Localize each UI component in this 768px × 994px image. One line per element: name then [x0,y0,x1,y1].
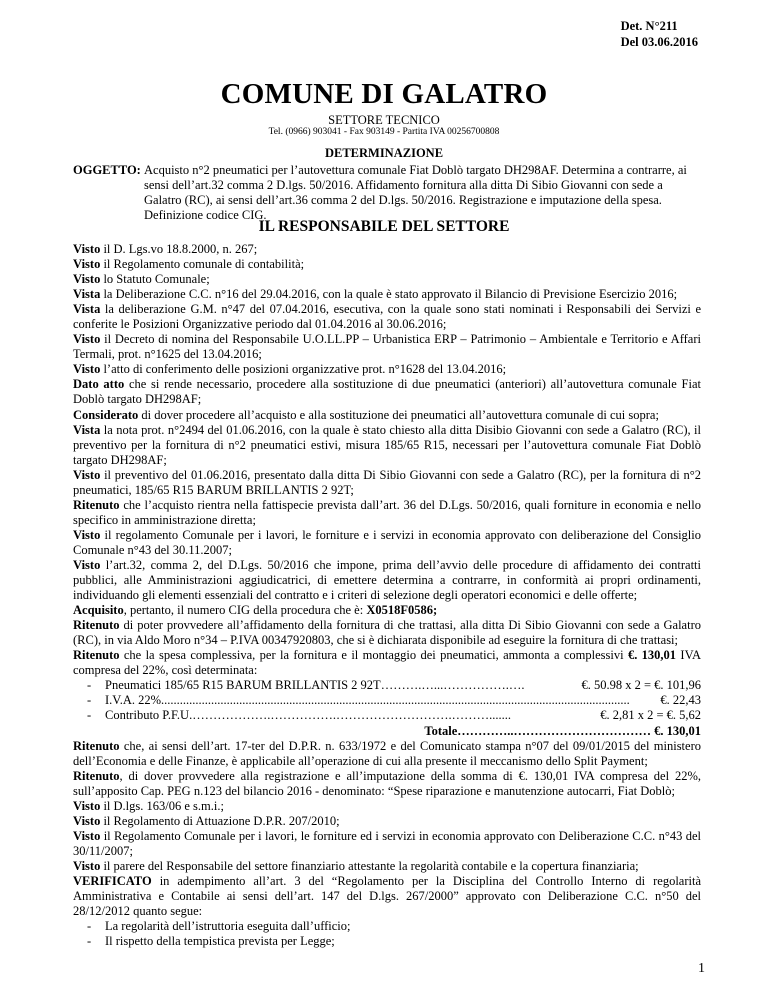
paragraph: Visto il D. Lgs.vo 18.8.2000, n. 267; [73,242,258,256]
paragraph: Ritenuto che l’acquisto rientra nella fattispecie prevista dall’art. 36 del D.Lgs. 50/2016, quali forniture in economia e nello specifico in amministrazione diretta; [73,497,701,527]
cost-line: - I.V.A. 22% ...................................................................................................................................................... €. 22,43 [73,693,701,708]
list-item: - Il rispetto della tempistica prevista per Legge; [73,934,701,949]
det-number: Det. N°211 [620,19,678,33]
cost-line: - Pneumatici 185/65 R15 BARUM BRILLANTIS 2 92T ……….…...…………….…. €. 50.98 x 2 = €. 101,96 [73,678,701,693]
document-body [73,242,701,949]
cost-line: - Contributo P.F.U. ……………….…………….……………………….………....... €. 2,81 x 2 = €. 5,62 [73,708,701,723]
subject-label: OGGETTO: [73,163,141,177]
page-number: 1 [698,961,705,976]
paragraph: Ritenuto, di dover provvedere alla registrazione e all’imputazione della somma di €. 130,01 IVA compresa del 22%, sull’apposito Cap. PEG n.123 del bilancio 2016 - denominato: “Spese riparazione e manutenzione autocarri, Fiat Doblò; [73,768,701,798]
paragraph: Visto il regolamento Comunale per i lavori, le forniture e i servizi in economia approvato con deliberazione del Consiglio Comunale n°43 del 30.11.2007; [73,527,701,557]
paragraph: Vista la nota prot. n°2494 del 01.06.2016, con la quale è stato chiesto alla ditta Disibio Giovanni con sede a Galatro (RC), il preventivo per la fornitura di n°2 pneumatici estivi, misura 185/65 R15, necessari per l’autovettura comunale Fiat Doblò targato DH298AF; [73,422,701,467]
determination-reference [621,18,698,50]
paragraph: Visto il Regolamento Comunale per i lavori, le forniture ed i servizi in economia approvato con Deliberazione C.C. n°43 del 30/11/2007; [73,828,701,858]
paragraph: Ritenuto che, ai sensi dell’art. 17-ter del D.P.R. n. 633/1972 e del Comunicato stampa n°07 del 09/01/2015 del ministero dell’Economia e delle Finanze, è applicabile all’operazione di cui alla presente il meccanismo dello Split Payment; [73,738,701,768]
paragraph: Vista la deliberazione G.M. n°47 del 07.04.2016, esecutiva, con la quale sono stati nominati i Responsabili dei Servizi e conferite le Posizioni Organizzative periodo dal 01.04.2016 al 30.06.2016; [73,302,701,332]
subject-block [73,163,701,223]
paragraph: Visto lo Statuto Comunale; [73,272,210,287]
contact-info: Tel. (0966) 903041 - Fax 903149 - Partita IVA 00256700808 [268,127,500,137]
municipality-title: COMUNE DI GALATRO [220,78,548,110]
paragraph: Acquisito, pertanto, il numero CIG della procedura che è: X0518F0586; [73,603,438,618]
paragraph: Ritenuto che la spesa complessiva, per la fornitura e il montaggio dei pneumatici, ammonta a complessivi €. 130,01 IVA compresa del 22%, così determinata: [73,648,702,678]
paragraph: Considerato di dover procedere all’acquisto e alla sostituzione dei pneumatici all’autovettura comunale di cui sopra; [73,407,659,422]
paragraph: Visto il preventivo del 01.06.2016, presentato dalla ditta Di Sibio Giovanni con sede a Galatro (RC), per la fornitura di n°2 pneumatici, 185/65 R15 BARUM BRILLANTIS 2 92T; [73,467,701,497]
total-amount-inline: €. 130,01 [627,648,677,663]
cig-code: X0518F0586; [366,603,438,618]
list-item: - La regolarità dell’istruttoria eseguita dall’ufficio; [73,919,701,934]
paragraph: VERIFICATO in adempimento all’art. 3 del “Regolamento per la Disciplina del Controllo Interno di regolarità Amministrativa e Contabile ai sensi dell’art. 147 del D.lgs. 267/2000” approvato con Deliberazione C.C. n°50 del 28/12/2012 quanto segue: [73,873,701,919]
paragraph: Dato atto che si rende necessario, procedere alla sostituzione di due pneumatici (anteriori) all’autovettura comunale Fiat Doblò targato DH298AF; [73,377,701,407]
section-title: IL RESPONSABILE DEL SETTORE [258,218,510,235]
paragraph: Visto il D.lgs. 163/06 e s.m.i.; [73,798,224,813]
paragraph: Visto il parere del Responsabile del settore finanziario attestante la regolarità contabile e la copertura finanziaria; [73,858,639,873]
paragraph: Visto il Regolamento comunale di contabilità; [73,257,305,272]
paragraph: Visto l’atto di conferimento delle posizioni organizzative prot. n°1628 del 13.04.2016; [73,362,507,377]
paragraph: Visto l’art.32, comma 2, del D.Lgs. 50/2016 che impone, prima dell’avvio delle procedure di affidamento dei contratti pubblici, alle Amministrazioni aggiudicatrici, di emettere determina a contrarre, in conformità ai propri ordinamenti, individuando gli elementi essenziali del contratto e i criteri di selezione degli operatori economici e delle offerte; [73,557,701,603]
paragraph: Visto il Regolamento di Attuazione D.P.R. 207/2010; [73,813,340,828]
paragraph: Vista la Deliberazione C.C. n°16 del 29.04.2016, con la quale è stato approvato il Bilancio di Previsione Esercizio 2016; [73,287,678,302]
sector-name: SETTORE TECNICO [328,113,440,127]
paragraph: Visto il Decreto di nomina del Responsabile U.O.LL.PP – Urbanistica ERP – Patrimonio – Ambientale e Territorio e Affari Termali, prot. n°1625 del 13.04.2016; [73,332,701,362]
document-type: DETERMINAZIONE [324,146,444,160]
paragraph: Ritenuto di poter provvedere all’affidamento della fornitura di che trattasi, alla ditta Di Sibio Giovanni con sede a Galatro (RC), in via Aldo Moro n°34 – P.IVA 00347920803, che si è dichiarata disponibile ad eseguire la fornitura di che trattasi; [73,618,701,648]
cost-total: Totale…………..…………………………… €. 130,01 [424,723,701,738]
det-date: Del 03.06.2016 [620,35,698,49]
subject-text: Acquisto n°2 pneumatici per l’autovettura comunale Fiat Doblò targato DH298AF. Determina a contrarre, ai sensi dell’art.32 comma 2 D.lgs. 50/2016. Affidamento fornitura alla ditta Di Sibio Giovanni con sede a Galatro (RC), ai sensi dell’art.36 comma 2 del D.lgs. 50/2016. Registrazione e imputazione della spesa. Definizione codice CIG. [144,163,687,222]
